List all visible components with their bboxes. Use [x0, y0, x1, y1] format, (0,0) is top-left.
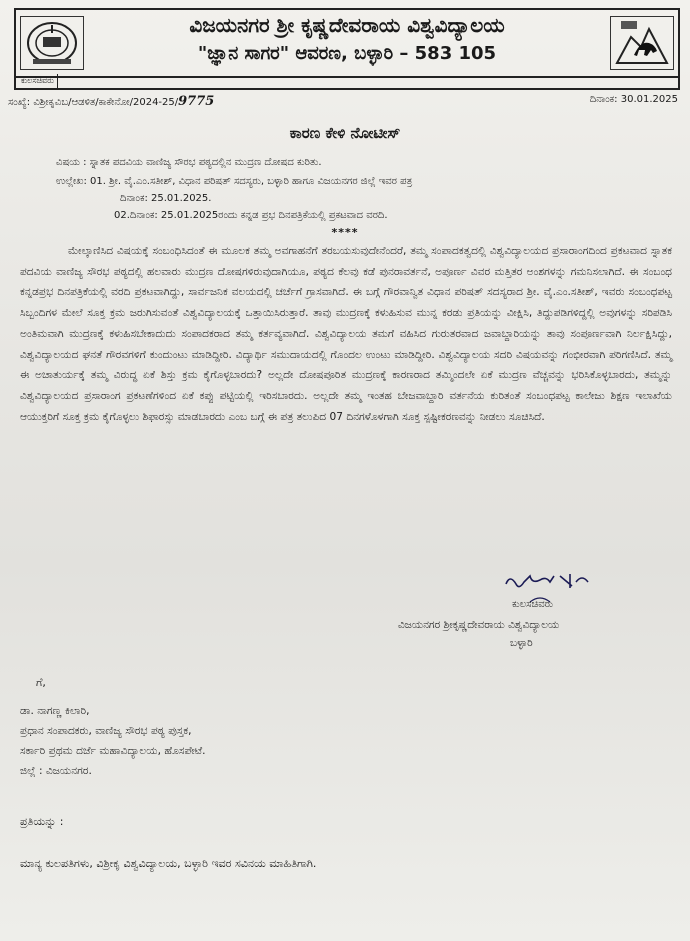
copy-label: ಪ್ರತಿಯನ್ನು : [20, 815, 64, 828]
university-name: ವಿಜಯನಗರ ಶ್ರೀ ಕೃಷ್ಣದೇವರಾಯ ವಿಶ್ವವಿದ್ಯಾಲಯ [189, 13, 505, 37]
office-label: ಕುಲಸಚಿವರು [18, 74, 58, 88]
signatory-city: ಬಳ್ಳಾರಿ [510, 637, 533, 649]
reference-1-date: ದಿನಾಂಕ: 25.01.2025. [120, 193, 212, 204]
subject-line: ವಿಷಯ : ಸ್ನಾತಕ ಪದವಿಯ ವಾಣಿಜ್ಯ ಸೌರಭ ಪಠ್ಯದಲ್ಲಿನ ಮುದ್ರಣ ದೋಷದ ಕುರಿತು. [56, 157, 322, 168]
reference-number-handwritten: 9775 [178, 94, 215, 109]
notice-title: ಕಾರಣ ಕೇಳಿ ನೋಟೀಸ್ [289, 124, 401, 142]
reference-number [8, 94, 214, 109]
letterhead [14, 8, 680, 78]
reference-number-printed: ಸಂಖ್ಯೆ: ವಿಶ್ರೀಕೃವಿಬ/ಆಡಳಿತ/ಕಾಕೇನೋ/2024-25/ [8, 97, 179, 108]
reference-1: ಉಲ್ಲೇಖ: 01. ಶ್ರೀ. ವೈ.ಎಂ.ಸತೀಶ್, ವಿಧಾನ ಪರಿಷತ್ ಸದಸ್ಯರು, ಬಳ್ಳಾರಿ ಹಾಗೂ ವಿಜಯನಗರ ಜಿಲ್ಲೆ ಇವರ ಪತ್ರ [56, 176, 413, 187]
signatory-university: ವಿಜಯನಗರ ಶ್ರೀಕೃಷ್ಣದೇವರಾಯ ವಿಶ್ವವಿದ್ಯಾಲಯ [398, 619, 560, 631]
recipient-district: ಜಿಲ್ಲೆ : ವಿಜಯನಗರ. [20, 765, 92, 777]
to-label: ಗೆ, [36, 676, 46, 689]
horse-emblem-icon [610, 16, 674, 70]
separator: **** [331, 226, 359, 239]
office-strip [14, 74, 680, 90]
copy-recipient: ಮಾನ್ಯ ಕುಲಪತಿಗಳು, ವಿಶ್ರೀಕೃ ವಿಶ್ವವಿದ್ಯಾಲಯ, ಬಳ್ಳಾರಿ ಇವರ ಸವಿನಯ ಮಾಹಿತಿಗಾಗಿ. [20, 857, 317, 870]
university-address: "ಜ್ಞಾನ ಸಾಗರ" ಆವರಣ, ಬಳ್ಳಾರಿ – 583 105 [197, 43, 497, 64]
signatory-title: ಕುಲಸಚಿವರು [512, 599, 554, 610]
recipient-college: ಸರ್ಕಾರಿ ಪ್ರಥಮ ದರ್ಜೆ ಮಹಾವಿದ್ಯಾಲಯ, ಹೊಸಪೇಟೆ. [20, 745, 206, 757]
recipient-designation: ಪ್ರಧಾನ ಸಂಪಾದಕರು, ವಾಣಿಜ್ಯ ಸೌರಭ ಪಠ್ಯ ಪುಸ್ತಕ, [20, 725, 192, 737]
university-seal-icon [20, 16, 84, 70]
letter-date: ದಿನಾಂಕ: 30.01.2025 [589, 94, 678, 105]
reference-2: 02.ದಿನಾಂಕ: 25.01.2025ರಂದು ಕನ್ನಡ ಪ್ರಭ ದಿನಪತ್ರಿಕೆಯಲ್ಲಿ ಪ್ರಕಟವಾದ ವರದಿ. [114, 210, 388, 221]
recipient-name: ಡಾ. ನಾಗಣ್ಣ ಕಿಲಾರಿ, [20, 705, 90, 717]
body-paragraph: ಮೇಲ್ಕಾಣಿಸಿದ ವಿಷಯಕ್ಕೆ ಸಂಬಂಧಿಸಿದಂತೆ ಈ ಮೂಲಕ ತಮ್ಮ ಅವಗಾಹನೆಗೆ ತರಬಯಸುವುದೇನೆಂದರೆ, ತಮ್ಮ ಸಂಪಾದಕತ್ವದಲ್ಲಿ ವಿಶ್ವವಿದ್ಯಾಲಯದ ಪ್ರಸಾರಾಂಗದಿಂದ ಪ್ರಕಟವಾದ ಸ್ನಾತಕ ಪದವಿಯ ವಾಣಿಜ್ಯ ಸೌರಭ ಪಠ್ಯದಲ್ಲಿ ಹಲವಾರು ಮುದ್ರಣ ದೋಷಗಳಿರುವುದಾಗಿಯೂ, ಪಠ್ಯದ ಕೆಲವು ಕಡೆ ಪುನರಾವರ್ತನೆ, ಅಪೂರ್ಣ ವಿವರ ಮತ್ತಿತರ ಅಂಶಗಳನ್ನು ಗಮನಿಸಲಾಗಿದೆ. ಈ ಸಂಬಂಧ ಕನ್ನಡಪ್ರಭ ದಿನಪತ್ರಿಕೆಯಲ್ಲಿ ವರದಿ ಪ್ರಕಟವಾಗಿದ್ದು, ಸಾರ್ವಜನಿಕ ವಲಯದಲ್ಲಿ ಚರ್ಚೆಗೆ ಗ್ರಾಸವಾಗಿದೆ. ಈ ಬಗ್ಗೆ ಗೌರವಾನ್ವಿತ ವಿಧಾನ ಪರಿಷತ್ ಸದಸ್ಯರಾದ ಶ್ರೀ. ವೈ.ಎಂ.ಸತೀಶ್, ಇವರು ಸಂಬಂಧಪಟ್ಟ ಸಿಬ್ಬಂದಿಗಳ ಮೇಲೆ ಸೂಕ್ತ ಕ್ರಮ ಜರುಗಿಸುವಂತೆ ವಿಶ್ವವಿದ್ಯಾಲಯಕ್ಕೆ ಒತ್ತಾಯಿಸಿರುತ್ತಾರೆ. ತಾವು ಮುದ್ರಣಕ್ಕೆ ಕಳುಹಿಸುವ ಮುನ್ನ ಕರಡು ಪ್ರತಿಯನ್ನು ವೀಕ್ಷಿಸಿ, ತಿದ್ದುಪಡಿಗಳಿದ್ದಲ್ಲಿ ಅವುಗಳನ್ನು ಸರಿಪಡಿಸಿ ಅಂತಿಮವಾಗಿ ಮುದ್ರಣಕ್ಕೆ ಕಳುಹಿಸಬೇಕಾದುದು ಸಂಪಾದಕರಾದ ತಮ್ಮ ಕರ್ತವ್ಯವಾಗಿದೆ. ವಿಶ್ವವಿದ್ಯಾಲಯ ತಮಗೆ ವಹಿಸಿದ ಗುರುತರವಾದ ಜವಾಬ್ದಾರಿಯನ್ನು ತಾವು ಸಂಪೂರ್ಣವಾಗಿ ನಿರ್ಲಕ್ಷಿಸಿದ್ದು, ವಿಶ್ವವಿದ್ಯಾಲಯದ ಘನತೆ ಗೌರವಗಳಿಗೆ ಕುಂದುಂಟು ಮಾಡಿದ್ದೀರಿ. ವಿದ್ಯಾರ್ಥಿ ಸಮುದಾಯದಲ್ಲಿ ಗೊಂದಲ ಉಂಟು ಮಾಡಿದ್ದೀರಿ. ವಿಶ್ವವಿದ್ಯಾಲಯ ಸದರಿ ವಿಷಯವನ್ನು ಗಂಭೀರವಾಗಿ ಪರಿಗಣಿಸಿದೆ. ತಮ್ಮ ಈ ಅಚಾತುರ್ಯಕ್ಕೆ ತಮ್ಮ ವಿರುದ್ಧ ಏಕೆ ಶಿಸ್ತು ಕ್ರಮ ಕೈಗೊಳ್ಳಬಾರದು? ಅಲ್ಲದೇ ದೋಷಪೂರಿತ ಮುದ್ರಣಕ್ಕೆ ಕಾರಣರಾದ ತಮ್ಮಿಂದಲೇ ಏಕೆ ಮುದ್ರಣ ವೆಚ್ಚವನ್ನು ಭರಿಸಿಕೊಳ್ಳಬಾರದು, ತಮ್ಮನ್ನು ವಿಶ್ವವಿದ್ಯಾಲಯದ ಪ್ರಸಾರಾಂಗ ಪ್ರಕಟಣೆಗಳಿಂದ ಏಕೆ ಕಪ್ಪು ಪಟ್ಟಿಯಲ್ಲಿ ಇರಿಸಬಾರದು. ಅಲ್ಲದೇ ತಮ್ಮ ಇಂತಹ ಬೇಜವಾಬ್ದಾರಿ ವರ್ತನೆಯ ಕುರಿತಂತೆ ಸಂಬಂಧಪಟ್ಟ ಕಾಲೇಜು ಶಿಕ್ಷಣ ಇಲಾಖೆಯ ಆಯುಕ್ತರಿಗೆ ಸೂಕ್ತ ಕ್ರಮ ಕೈಗೊಳ್ಳಲು ಶಿಫಾರಸ್ಸು ಮಾಡಬಾರದು ಎಂಬ ಬಗ್ಗೆ ಈ ಪತ್ರ ತಲುಪಿದ 07 ದಿನಗಳೊಳಗಾಗಿ ಸೂಕ್ತ ಸ್ಪಷ್ಟೀಕರಣವನ್ನು ನೀಡಲು ಸೂಚಿಸಿದೆ. [20, 245, 672, 423]
